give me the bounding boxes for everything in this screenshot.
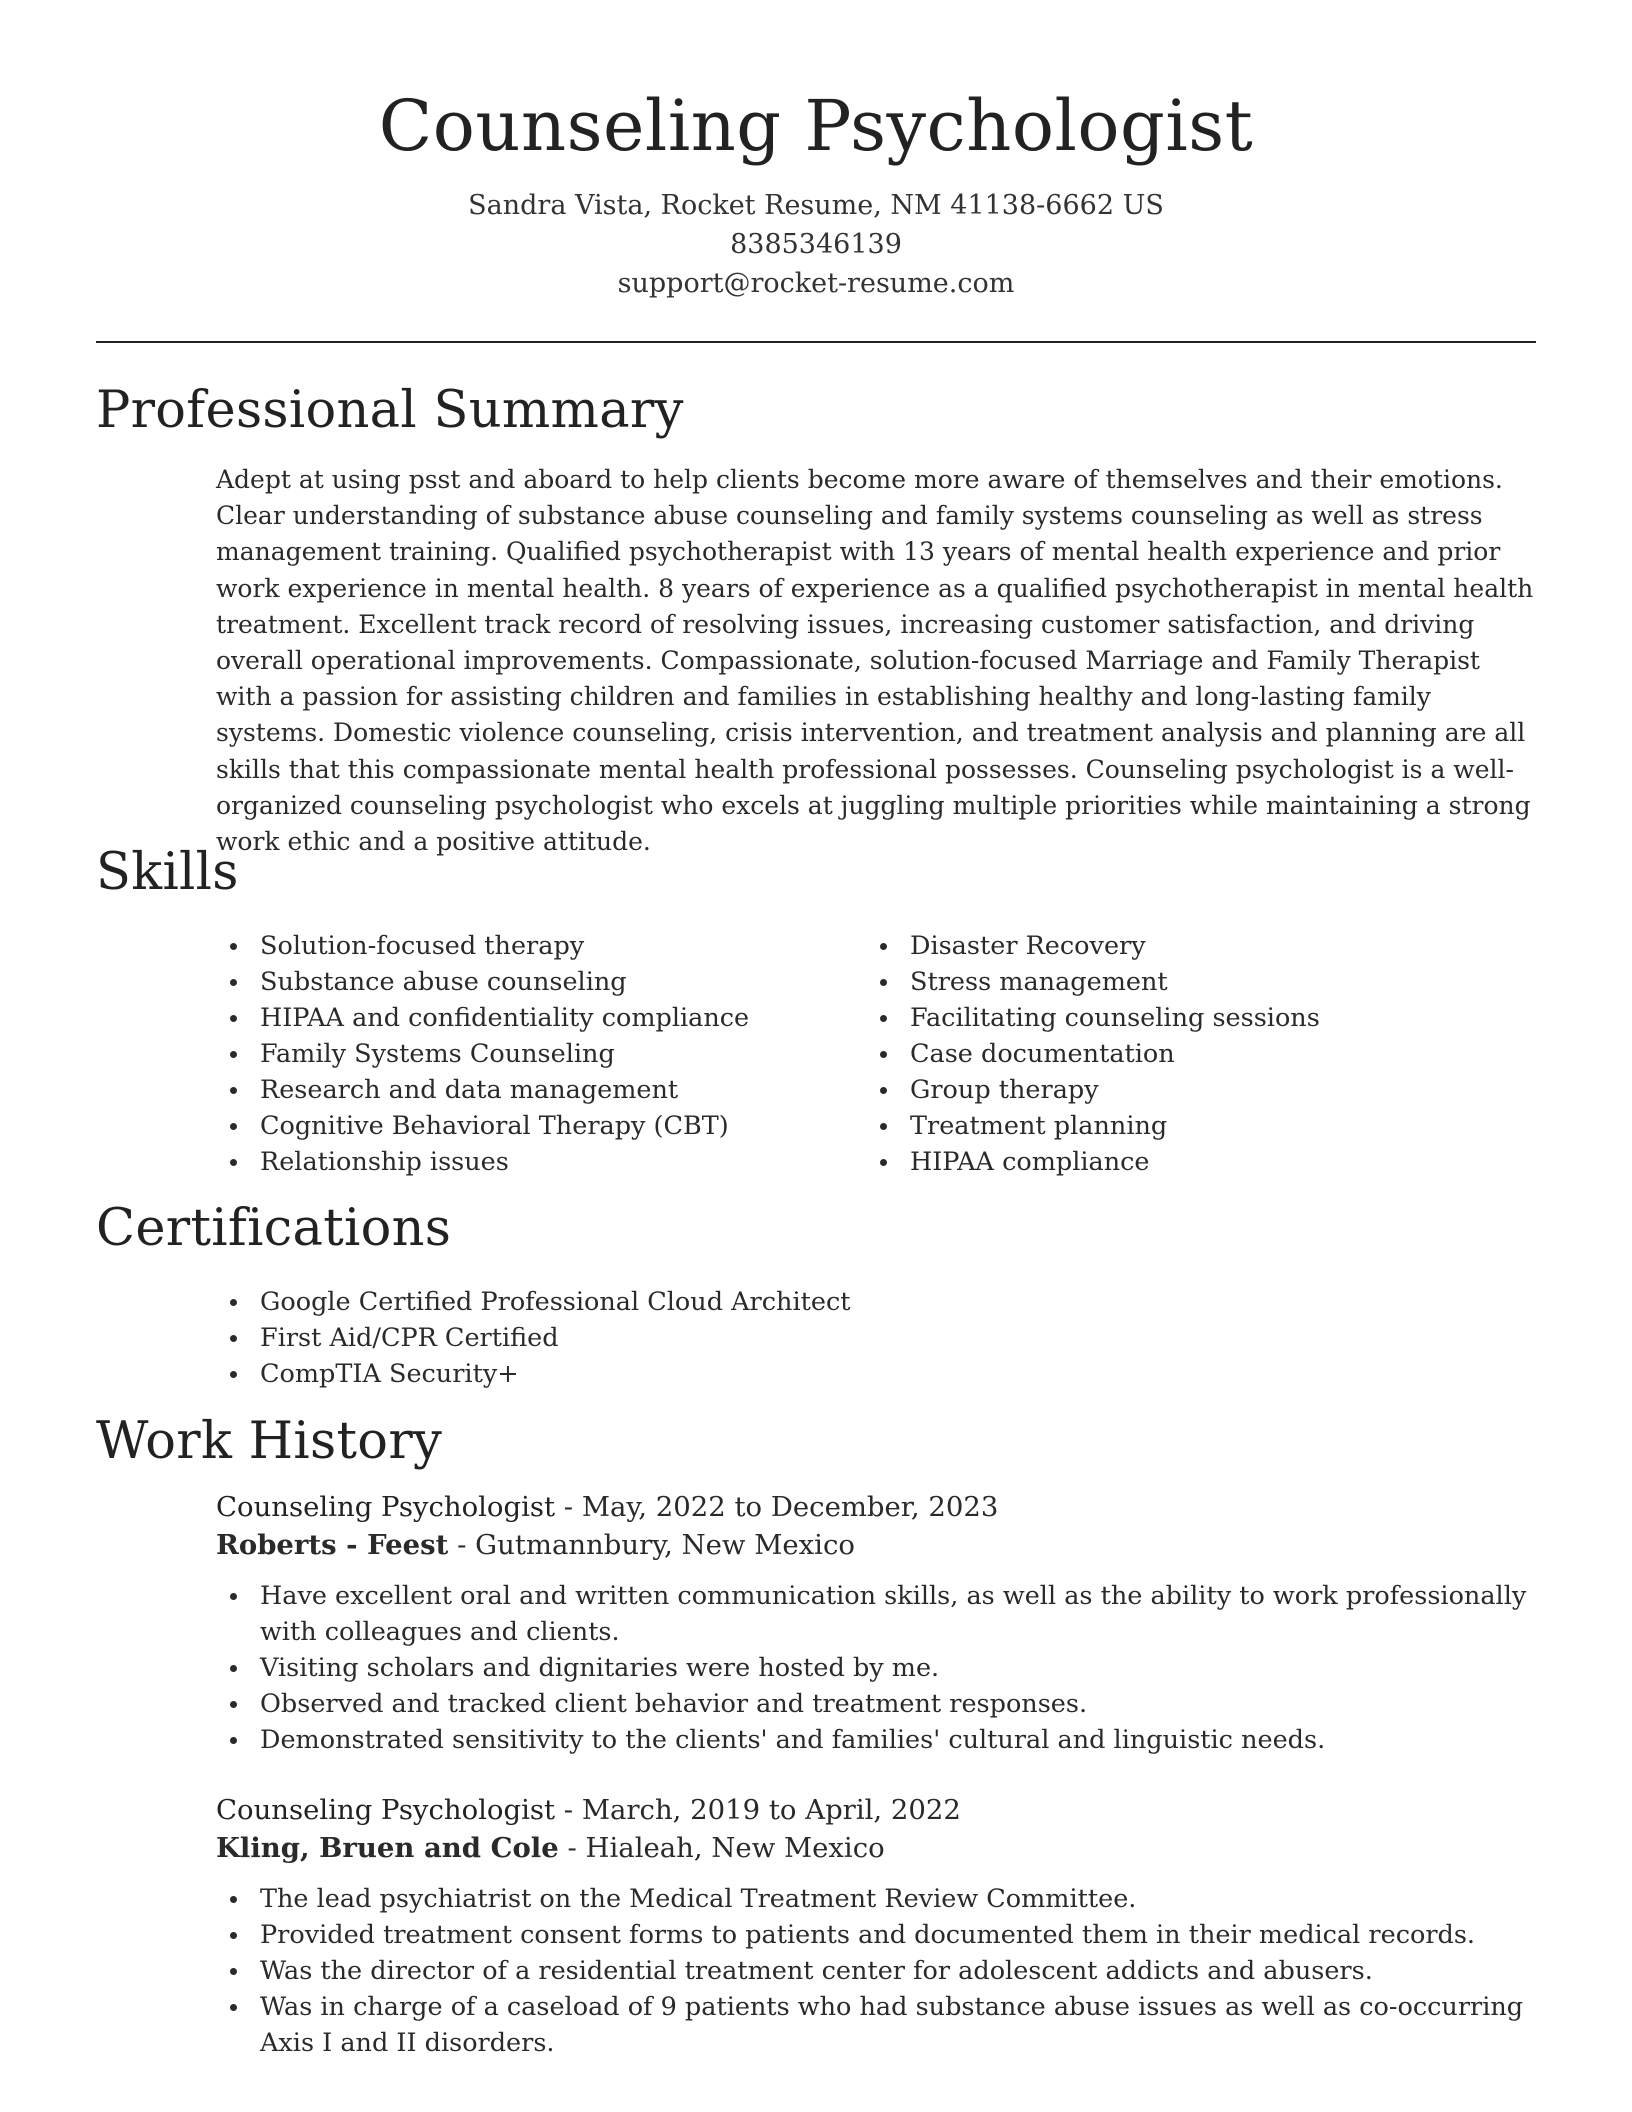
job-title-separator: - <box>555 1794 582 1826</box>
job-title: Counseling Psychologist <box>216 1794 556 1826</box>
skill-item: Relationship issues <box>216 1144 836 1180</box>
certification-item: First Aid/CPR Certified <box>216 1320 1536 1356</box>
contact-phone: 8385346139 <box>730 229 902 260</box>
summary-text: Adept at using psst and aboard to help clients become more aware of themselves and their emotions. Clear understanding of substance abuse counseling and family systems counseling as well as stress management training. Qualified psychotherapist with 13 years of mental health experience and prior work experience in mental health. 8 years of experience as a qualified psychotherapist in mental health treatment. Excellent track record of resolving issues, increasing customer satisfaction, and driving overall operational improvements. Compassionate, solution-focused Marriage and Family Therapist with a passion for assisting children and families in establishing healthy and long-lasting family systems. Domestic violence counseling, crisis intervention, and treatment analysis and planning are all skills that this compassionate mental health professional possesses. Counseling psychologist is a well-organized counseling psychologist who excels at juggling multiple priorities while maintaining a strong work ethic and a positive attitude. <box>216 465 1534 857</box>
job-title-line <box>216 1488 1536 1526</box>
job-duty-item: Was in charge of a caseload of 9 patients who had substance abuse issues as well as co-occurring Axis I and II disorders. <box>216 1989 1536 2061</box>
job-location: Hialeah, New Mexico <box>585 1832 885 1864</box>
job-company-line <box>216 1829 1536 1867</box>
resume-name: Counseling Psychologist <box>378 85 1254 167</box>
job-entry <box>216 1791 1536 2061</box>
job-dates: March, 2019 to April, 2022 <box>581 1794 961 1826</box>
job-location: Gutmannbury, New Mexico <box>475 1529 855 1561</box>
job-entry <box>216 1488 1536 1758</box>
section-title-certifications: Certifications <box>96 1199 452 1258</box>
section-title-work-history: Work History <box>96 1412 443 1471</box>
skills-list-right <box>866 928 1486 1180</box>
job-title-line <box>216 1791 1536 1829</box>
job-title-separator: - <box>555 1491 582 1523</box>
skill-item: Substance abuse counseling <box>216 964 836 1000</box>
skill-item: Family Systems Counseling <box>216 1036 836 1072</box>
skill-item: Case documentation <box>866 1036 1486 1072</box>
resume-header <box>0 84 1632 303</box>
job-duty-item: Observed and tracked client behavior and treatment responses. <box>216 1686 1536 1722</box>
skill-item: Facilitating counseling sessions <box>866 1000 1486 1036</box>
contact-email: support@rocket-resume.com <box>617 268 1015 299</box>
job-duty-item: Have excellent oral and written communication skills, as well as the ability to work professionally with colleagues and clients. <box>216 1578 1536 1650</box>
job-company-separator: - <box>558 1832 586 1864</box>
contact-address: Sandra Vista, Rocket Resume, NM 41138-6662 US <box>468 190 1164 221</box>
certifications-list <box>216 1284 1536 1392</box>
job-duties-list <box>216 1881 1536 2061</box>
skill-item: Group therapy <box>866 1072 1486 1108</box>
header-divider <box>96 341 1536 343</box>
certification-item: Google Certified Professional Cloud Architect <box>216 1284 1536 1320</box>
certification-item: CompTIA Security+ <box>216 1356 1536 1392</box>
skill-item: Treatment planning <box>866 1108 1486 1144</box>
skills-list-left <box>216 928 836 1180</box>
job-company-line <box>216 1526 1536 1564</box>
skill-item: Stress management <box>866 964 1486 1000</box>
job-company: Kling, Bruen and Cole <box>216 1832 559 1864</box>
skill-item: Research and data management <box>216 1072 836 1108</box>
job-dates: May, 2022 to December, 2023 <box>581 1491 999 1523</box>
section-title-summary: Professional Summary <box>96 381 684 440</box>
job-duty-item: Provided treatment consent forms to patients and documented them in their medical records. <box>216 1917 1536 1953</box>
skill-item: HIPAA compliance <box>866 1144 1486 1180</box>
job-duties-list <box>216 1578 1536 1758</box>
job-duty-item: Demonstrated sensitivity to the clients' and families' cultural and linguistic needs. <box>216 1722 1536 1758</box>
job-duty-item: Was the director of a residential treatment center for adolescent addicts and abusers. <box>216 1953 1536 1989</box>
skill-item: HIPAA and confidentiality compliance <box>216 1000 836 1036</box>
job-duty-item: Visiting scholars and dignitaries were hosted by me. <box>216 1650 1536 1686</box>
job-company: Roberts - Feest <box>216 1529 449 1561</box>
job-title: Counseling Psychologist <box>216 1491 556 1523</box>
skill-item: Disaster Recovery <box>866 928 1486 964</box>
job-company-separator: - <box>448 1529 476 1561</box>
job-duty-item: The lead psychiatrist on the Medical Treatment Review Committee. <box>216 1881 1536 1917</box>
skill-item: Solution-focused therapy <box>216 928 836 964</box>
skill-item: Cognitive Behavioral Therapy (CBT) <box>216 1108 836 1144</box>
section-title-skills: Skills <box>96 843 239 902</box>
